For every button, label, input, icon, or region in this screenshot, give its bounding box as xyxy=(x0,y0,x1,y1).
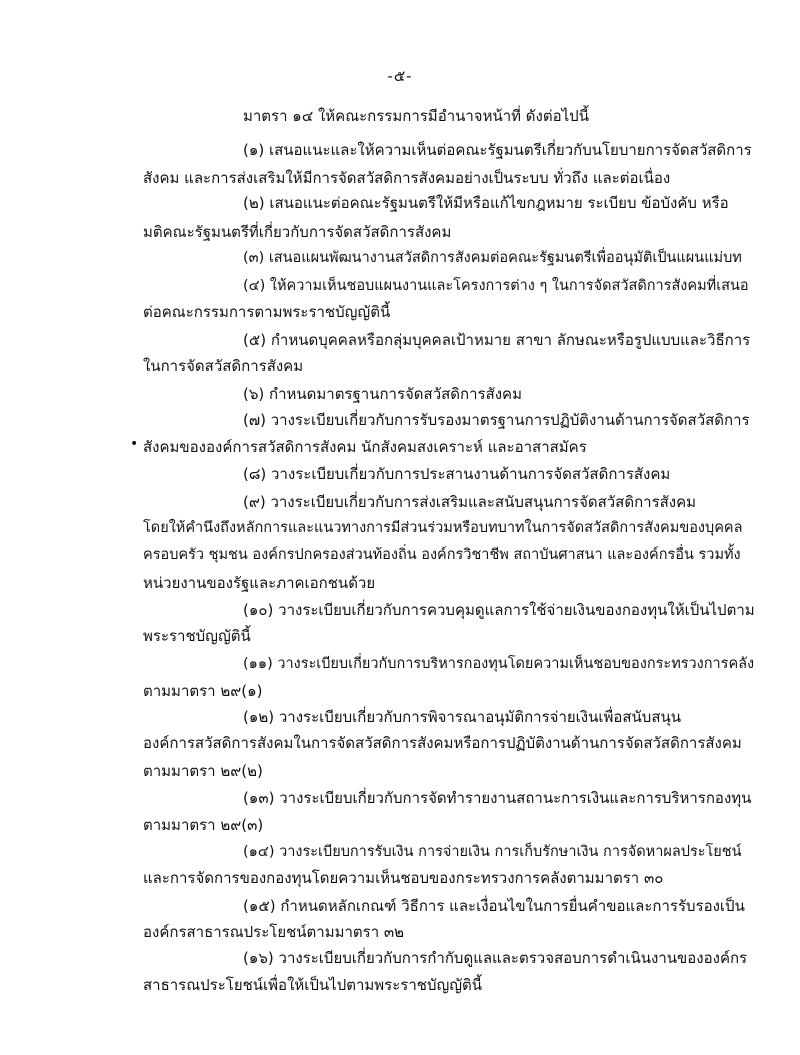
text-line: (๑๐) วางระเบียบเกี่ยวกับการควบคุมดูแลการใช้จ่ายเงินของกองทุนให้เป็นไปตาม xyxy=(243,601,755,619)
text-line: ตามมาตรา ๒๙(๑) xyxy=(143,682,263,700)
text-line: (๑๓) วางระเบียบเกี่ยวกับการจัดทำรายงานสถานะการเงินและการบริหารกองทุน xyxy=(243,789,752,807)
text-line: ครอบครัว ชุมชน องค์กรปกครองส่วนท้องถิ่น องค์กรวิชาชีพ สถาบันศาสนา และองค์กรอื่น รวมทั้ง xyxy=(143,547,741,563)
text-line: (๑๒) วางระเบียบเกี่ยวกับการพิจารณาอนุมัติการจ่ายเงินเพื่อสนับสนุน xyxy=(243,708,681,726)
text-line: โดยให้คำนึงถึงหลักการและแนวทางการมีส่วนร่วมหรือบทบาทในการจัดสวัสดิการสังคมของบุคคล xyxy=(143,520,743,536)
text-line: ต่อคณะกรรมการตามพระราชบัญญัตินี้ xyxy=(143,303,391,321)
text-line: (๑) เสนอแนะและให้ความเห็นต่อคณะรัฐมนตรีเกี่ยวกับนโยบายการจัดสวัสดิการ xyxy=(243,141,752,159)
text-line: (๑๕) กำหนดหลักเกณฑ์ วิธีการ และเงื่อนไขในการยื่นคำขอและการรับรองเป็น xyxy=(243,897,745,915)
text-line: (๙) วางระเบียบเกี่ยวกับการส่งเสริมและสนับสนุนการจัดสวัสดิการสังคม xyxy=(243,493,697,511)
text-line: องค์การสวัสดิการสังคมในการจัดสวัสดิการสังคมหรือการปฏิบัติงานด้านการจัดสวัสดิการสังคม xyxy=(143,734,742,752)
text-line: (๘) วางระเบียบเกี่ยวกับการประสานงานด้านการจัดสวัสดิการสังคม xyxy=(243,465,671,483)
text-line: (๑๔) วางระเบียบการรับเงิน การจ่ายเงิน การเก็บรักษาเงิน การจัดหาผลประโยชน์ xyxy=(243,844,742,860)
text-line: (๒) เสนอแนะต่อคณะรัฐมนตรีให้มีหรือแก้ไขกฎหมาย ระเบียบ ข้อบังคับ หรือ xyxy=(243,194,729,212)
text-line: องค์กรสาธารณประโยชน์ตามมาตรา ๓๒ xyxy=(143,923,405,941)
text-line: พระราชบัญญัตินี้ xyxy=(143,627,251,645)
text-line: สาธารณประโยชน์เพื่อให้เป็นไปตามพระราชบัญญัตินี้ xyxy=(143,976,483,994)
text-line: (๕) กำหนดบุคคลหรือกลุ่มบุคคลเป้าหมาย สาขา ลักษณะหรือรูปแบบและวิธีการ xyxy=(243,331,751,349)
text-line: (๑๑) วางระเบียบเกี่ยวกับการบริหารกองทุนโดยความเห็นชอบของกระทรวงการคลัง xyxy=(243,656,755,672)
text-line: และการจัดการของกองทุนโดยความเห็นชอบของกระทรวงการคลังตามมาตรา ๓๐ xyxy=(143,869,664,887)
text-line: (๑๖) วางระเบียบเกี่ยวกับการกำกับดูแลและตรวจสอบการดำเนินงานขององค์กร xyxy=(243,949,748,967)
text-line: (๖) กำหนดมาตรฐานการจัดสวัสดิการสังคม xyxy=(243,385,522,403)
page-number: -๕- xyxy=(387,67,413,85)
text-line: สังคม และการส่งเสริมให้มีการจัดสวัสดิการสังคมอย่างเป็นระบบ ทั่วถึง และต่อเนื่อง xyxy=(143,169,671,187)
scan-artifact-dot: • xyxy=(130,436,139,452)
text-line: สังคมขององค์การสวัสดิการสังคม นักสังคมสงเคราะห์ และอาสาสมัคร xyxy=(143,438,587,456)
text-line: (๓) เสนอแผนพัฒนางานสวัสดิการสังคมต่อคณะรัฐมนตรีเพื่ออนุมัติเป็นแผนแม่บท xyxy=(243,250,742,266)
text-line: (๔) ให้ความเห็นชอบแผนงานและโครงการต่าง ๆ ในการจัดสวัสดิการสังคมที่เสนอ xyxy=(243,278,749,294)
text-line: ตามมาตรา ๒๙(๒) xyxy=(143,762,263,780)
text-line: มติคณะรัฐมนตรีที่เกี่ยวกับการจัดสวัสดิการสังคม xyxy=(143,223,452,241)
text-line: มาตรา ๑๔ ให้คณะกรรมการมีอำนาจหน้าที่ ดังต่อไปนี้ xyxy=(243,107,589,125)
text-line: หน่วยงานของรัฐและภาคเอกชนด้วย xyxy=(143,574,376,592)
text-line: ในการจัดสวัสดิการสังคม xyxy=(143,357,304,375)
text-line: ตามมาตรา ๒๙(๓) xyxy=(143,816,264,834)
text-line: (๗) วางระเบียบเกี่ยวกับการรับรองมาตรฐานการปฏิบัติงานด้านการจัดสวัสดิการ xyxy=(243,411,750,429)
